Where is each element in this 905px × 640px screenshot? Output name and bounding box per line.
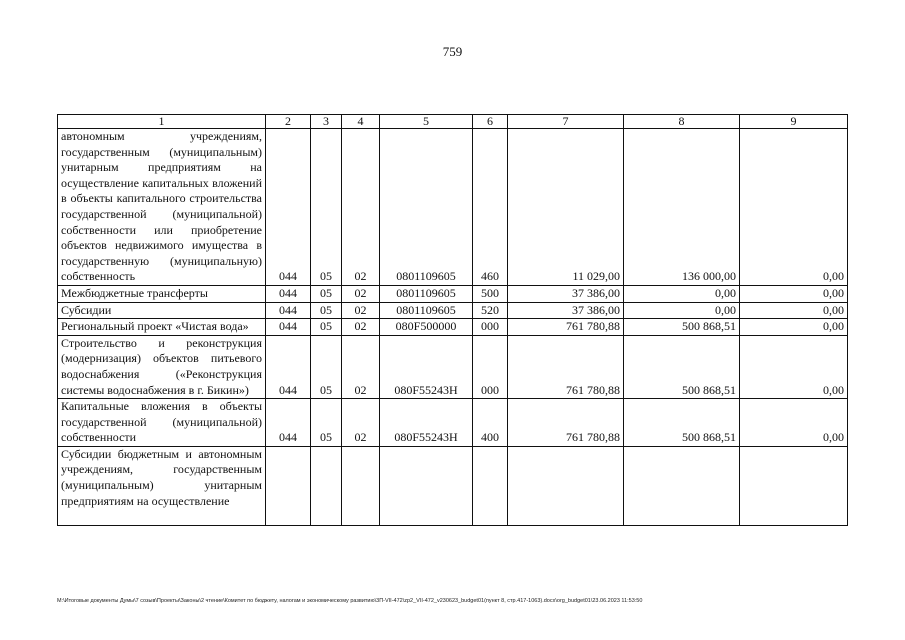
row-name-cell: Капитальные вложения в объекты государственной (муниципальной) собственности — [58, 399, 266, 447]
cell-col-6: 460 — [473, 129, 508, 286]
column-header: 2 — [266, 115, 311, 129]
cell-col-2: 044 — [266, 335, 311, 398]
column-header: 9 — [740, 115, 848, 129]
cell-col-7: 761 780,88 — [508, 335, 624, 398]
cell-col-7: 761 780,88 — [508, 399, 624, 447]
cell-col-6: 000 — [473, 319, 508, 336]
cell-col-5: 080F500000 — [380, 319, 473, 336]
cell-col-5: 080F55243H — [380, 335, 473, 398]
cell-col-4: 02 — [342, 302, 380, 319]
cell-col-6: 000 — [473, 335, 508, 398]
page-number: 759 — [442, 44, 463, 59]
row-name-cell: автономным учреждениям, государственным (муниципальным) унитарным предприятиям на осуществление капитальных вложений в объекты капитального строительства государственной (муниципальной) собственности или приобретение объектов недвижимого имущества в государственную (муниципальную) собственность — [58, 129, 266, 286]
table-row — [58, 446, 848, 525]
row-name-text: Субсидии бюджетным и автономным учреждениям, государственным (муниципальным) унитарным предприятиям на осуществление — [61, 446, 262, 508]
column-header: 1 — [58, 115, 266, 129]
cell-col-4: 02 — [342, 399, 380, 447]
cell-col-5: 080F55243H — [380, 399, 473, 447]
cell-col-2 — [266, 446, 311, 525]
cell-col-9: 0,00 — [740, 335, 848, 398]
cell-col-2: 044 — [266, 319, 311, 336]
column-header: 3 — [311, 115, 342, 129]
cell-col-4: 02 — [342, 285, 380, 302]
cell-col-9: 0,00 — [740, 399, 848, 447]
cell-col-8: 500 868,51 — [624, 399, 740, 447]
cell-col-9: 0,00 — [740, 285, 848, 302]
cell-col-3 — [311, 446, 342, 525]
cell-col-7: 761 780,88 — [508, 319, 624, 336]
cell-col-3: 05 — [311, 399, 342, 447]
cell-col-3: 05 — [311, 335, 342, 398]
cell-col-6: 400 — [473, 399, 508, 447]
cell-col-3: 05 — [311, 302, 342, 319]
cell-col-4: 02 — [342, 129, 380, 286]
cell-col-9: 0,00 — [740, 319, 848, 336]
cell-col-7: 11 029,00 — [508, 129, 624, 286]
row-name-cell: Строительство и реконструкция (модернизация) объектов питьевого водоснабжения («Реконструкция системы водоснабжения в г. Бикин») — [58, 335, 266, 398]
cell-col-4: 02 — [342, 335, 380, 398]
cell-col-9: 0,00 — [740, 302, 848, 319]
cell-col-6: 500 — [473, 285, 508, 302]
row-name-cell: Субсидии — [58, 302, 266, 319]
row-name-cell — [58, 446, 266, 525]
cell-col-9 — [740, 446, 848, 525]
cell-col-5: 0801109605 — [380, 129, 473, 286]
header-row — [58, 115, 848, 129]
cell-col-2: 044 — [266, 302, 311, 319]
cell-col-3: 05 — [311, 285, 342, 302]
document-path-footer: M:\Итоговые документы Думы\7 созыв\Проекты\Законы\2 чтение\Комитет по бюджету, налогам и экономическому развитию\3П-VII-472\zp2_VII-472_v230623_budget01(пункт 8, стр.417-1063).docx\org_budget01\23.06.2023 11:53:50 — [57, 598, 643, 604]
cell-col-5: 0801109605 — [380, 285, 473, 302]
cell-col-8: 0,00 — [624, 285, 740, 302]
table-row — [58, 285, 848, 302]
cell-col-8 — [624, 446, 740, 525]
column-header: 8 — [624, 115, 740, 129]
cell-col-8: 500 868,51 — [624, 335, 740, 398]
cell-col-8: 136 000,00 — [624, 129, 740, 286]
column-header: 6 — [473, 115, 508, 129]
table-row — [58, 319, 848, 336]
cell-col-5: 0801109605 — [380, 302, 473, 319]
cell-col-8: 500 868,51 — [624, 319, 740, 336]
cell-col-2: 044 — [266, 129, 311, 286]
cell-col-8: 0,00 — [624, 302, 740, 319]
column-header: 4 — [342, 115, 380, 129]
cell-col-2: 044 — [266, 399, 311, 447]
cell-col-5 — [380, 446, 473, 525]
cell-col-4: 02 — [342, 319, 380, 336]
cell-col-3: 05 — [311, 319, 342, 336]
cell-col-6 — [473, 446, 508, 525]
budget-table — [57, 114, 848, 526]
row-name-cell: Региональный проект «Чистая вода» — [58, 319, 266, 336]
cell-col-7: 37 386,00 — [508, 302, 624, 319]
cell-col-9: 0,00 — [740, 129, 848, 286]
row-name-cell: Межбюджетные трансферты — [58, 285, 266, 302]
table-row — [58, 129, 848, 286]
cell-col-2: 044 — [266, 285, 311, 302]
column-header: 7 — [508, 115, 624, 129]
cell-col-7 — [508, 446, 624, 525]
table-row — [58, 399, 848, 447]
cell-col-7: 37 386,00 — [508, 285, 624, 302]
table-row — [58, 335, 848, 398]
cell-col-4 — [342, 446, 380, 525]
cell-col-3: 05 — [311, 129, 342, 286]
table-row — [58, 302, 848, 319]
column-header: 5 — [380, 115, 473, 129]
cell-col-6: 520 — [473, 302, 508, 319]
